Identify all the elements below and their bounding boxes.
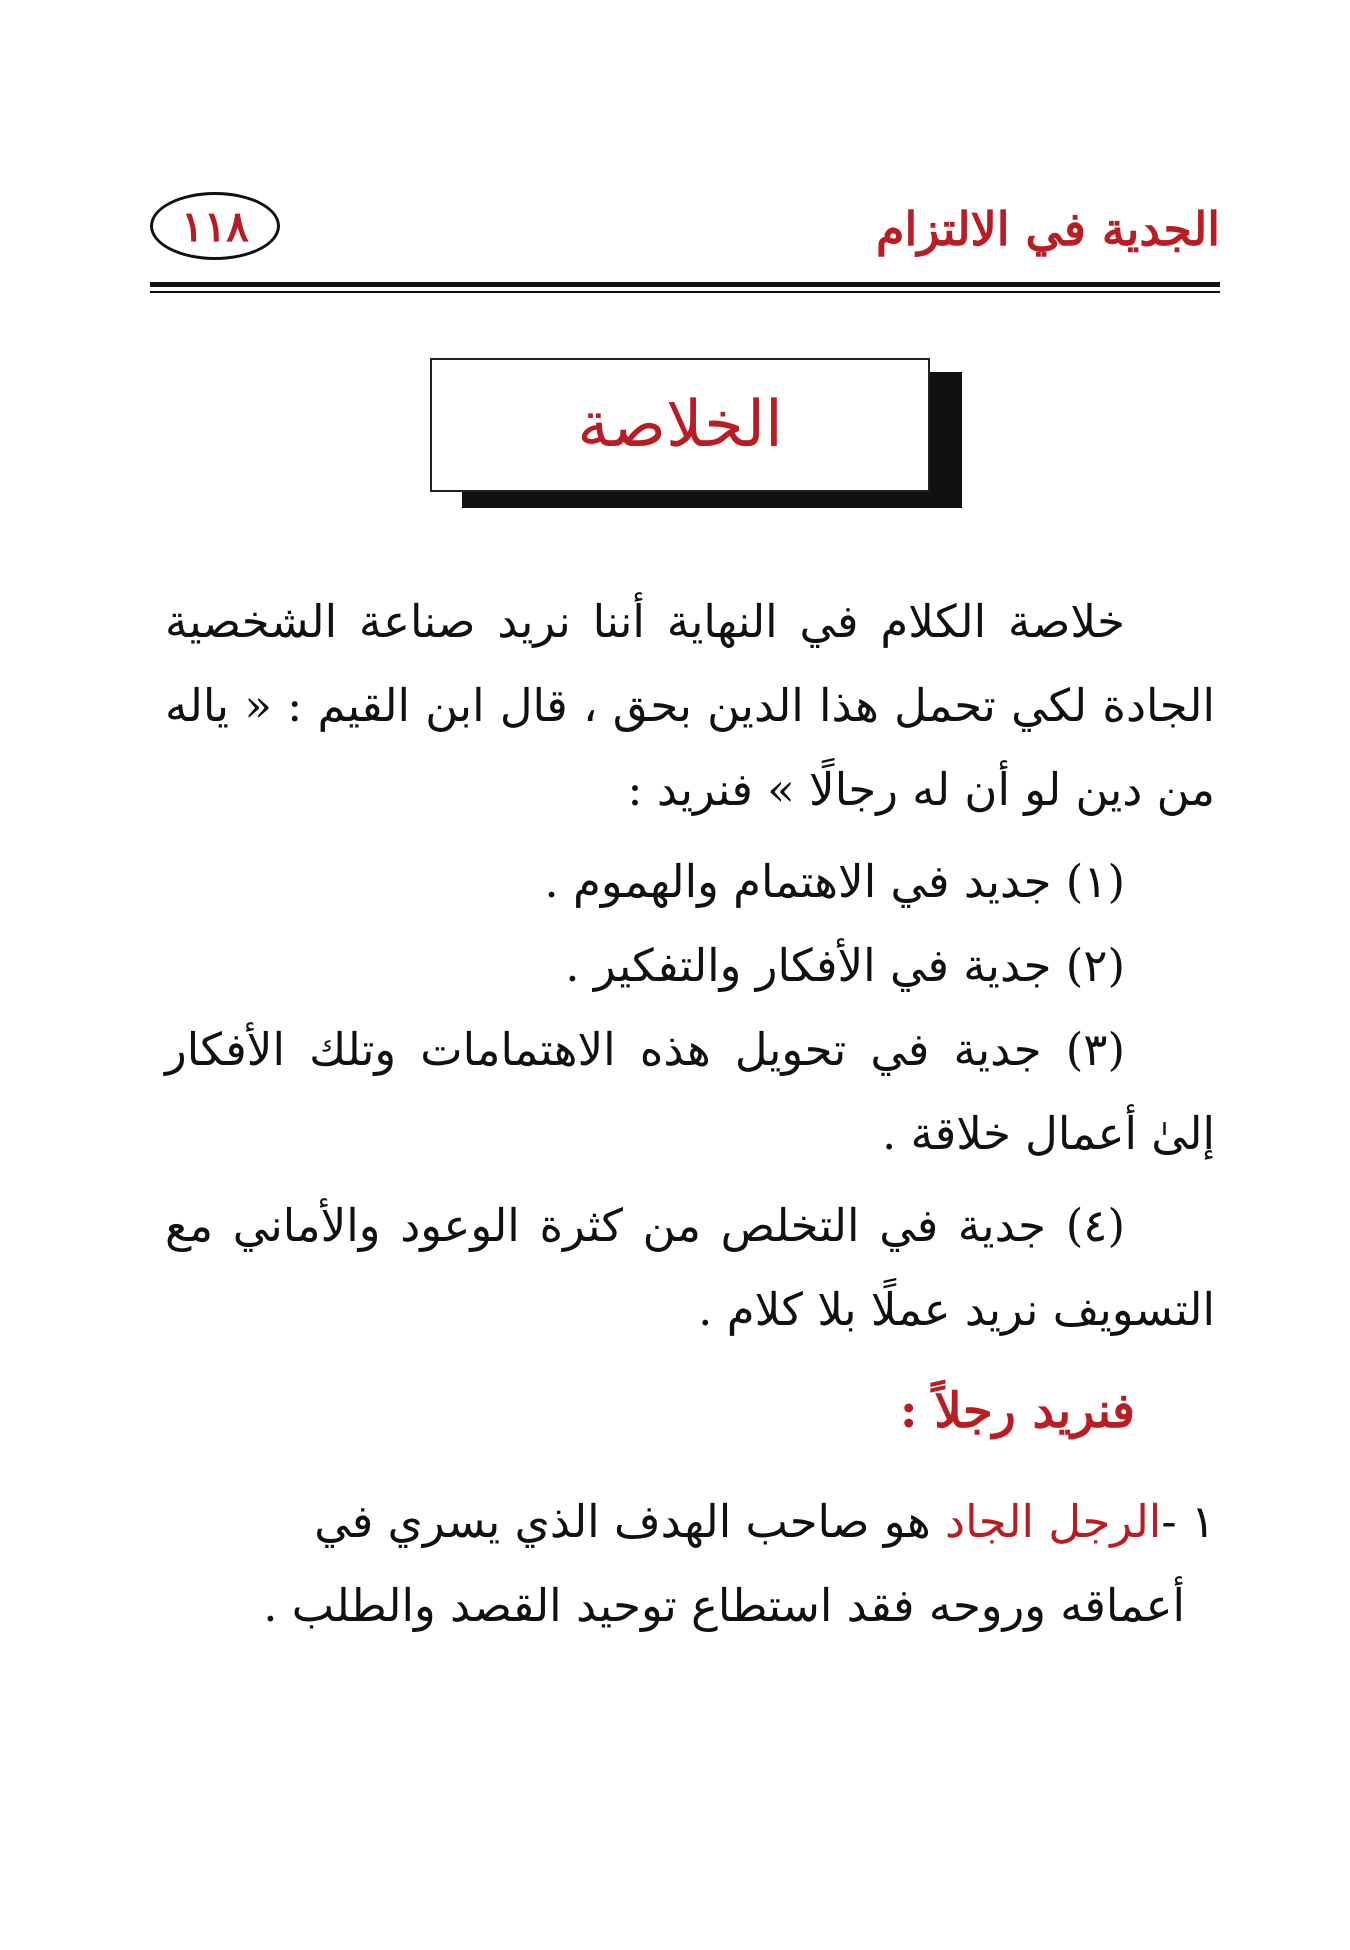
list-item-3: (٣) جدية في تحويل هذه الاهتمامات وتلك الأفكار إلىٰ أعمال خلاقة .: [165, 1023, 1215, 1160]
definition-text-line1: هو صاحب الهدف الذي يسري في: [314, 1495, 931, 1548]
header-divider-thin: [150, 291, 1220, 293]
page-number: ١١٨: [150, 192, 280, 260]
list-item-2: (٢) جدية في الأفكار والتفكير .: [565, 939, 1125, 992]
definition-term: الرجل الجاد: [945, 1495, 1162, 1548]
section-title-box: [430, 358, 960, 508]
section-title: الخلاصة: [577, 388, 783, 462]
section-title-frame: [430, 358, 930, 492]
definition-text-line2: أعماقه وروحه فقد استطاع توحيد القصد والطلب .: [263, 1579, 1185, 1632]
subheading: فنريد رجلاً :: [899, 1383, 1135, 1439]
header-divider: [150, 282, 1220, 294]
body-text: [165, 580, 1215, 1648]
running-title: الجدية في الالتزام: [875, 202, 1220, 256]
header-divider-thick: [150, 282, 1220, 287]
definition-number: ١ -: [1161, 1495, 1215, 1548]
list-item-1: (١) جديد في الاهتمام والهموم .: [544, 855, 1125, 908]
definition-paragraph: [165, 1480, 1215, 1648]
page-header: [150, 160, 1220, 270]
intro-paragraph: خلاصة الكلام في النهاية أننا نريد صناعة الشخصية الجادة لكي تحمل هذا الدين بحق ، قال ابن القيم : « ياله من دين لو أن له رجالًا » فنريد :: [165, 595, 1215, 816]
list-item-4: (٤) جدية في التخلص من كثرة الوعود والأماني مع التسويف نريد عملًا بلا كلام .: [165, 1199, 1215, 1336]
